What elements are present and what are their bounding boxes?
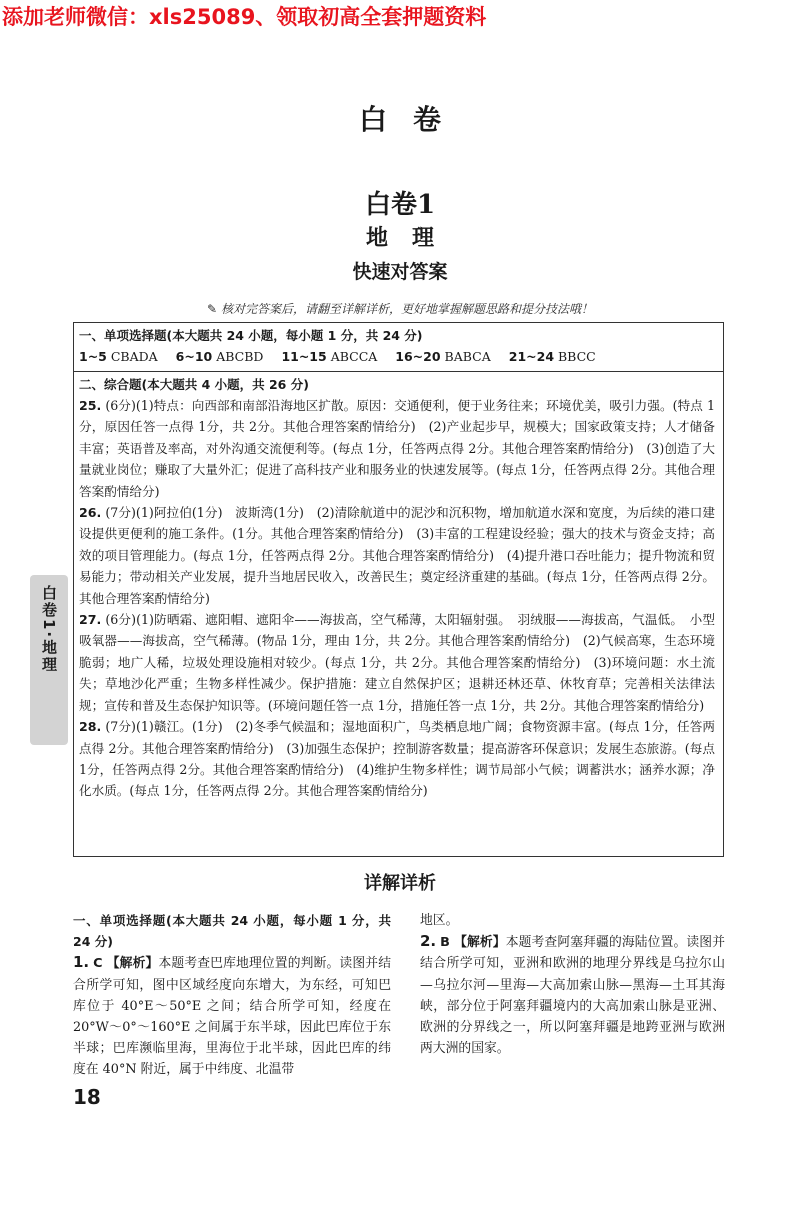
explanation-1: 1. C 【解析】本题考查巴库地理位置的判断。读图并结合所学可知，图中区域经度向东增大，为东经，可知巴库位于 40°E～50°E 之间；结合所学可知，经度在 20°W～0°～160°E 之间属于东半球，因此巴库位于东半球；巴库濒临里海，里海位于北半球，因此巴库的纬度在 40°N 附近，属于中纬度、北温带 xyxy=(73,953,392,1078)
explanation-2: 2. B 【解析】本题考查阿塞拜疆的海陆位置。读图并结合所学可知，亚洲和欧洲的地理分界线是乌拉尔山—乌拉尔河—里海—大高加索山脉—黑海—土耳其海峡，部分位于阿塞拜疆境内的大高加索山脉是亚洲、欧洲的分界线之一，所以阿塞拜疆是地跨亚洲与欧洲两大洲的国家。 xyxy=(420,932,726,1057)
section-title: 白卷 xyxy=(358,103,467,136)
paper-title: 白卷1 xyxy=(364,190,436,220)
comp-header: 二、综合题(本大题共 4 小题，共 26 分) xyxy=(79,377,309,392)
detail-left-column xyxy=(73,910,391,1081)
comprehensive-block xyxy=(74,372,723,802)
mc-group: 11~15 ABCCA xyxy=(281,349,378,364)
tip-line xyxy=(0,300,800,317)
page-number: 18 xyxy=(73,1085,101,1109)
quick-answers-title: 快速对答案 xyxy=(352,261,448,283)
detail-right-column xyxy=(420,910,725,1059)
quick-answer-box xyxy=(73,322,724,857)
question-25: 25. (6分)(1)特点：向西部和南部沿海地区扩散。原因：交通便利，便于业务往来；环境优美，吸引力强。(特点 1分，原因任答一点得 1分，共 2分。其他合理答案酌情给分) (2)产业起步早，规模大；国家政策支持；人才储备丰富；英语普及率高，对外沟通交流便利等。(每点 1分，任答两点得 2分。其他合理答案酌情给分) (3)创造了大量就业岗位；赚取了大量外汇；促进了高科技产业和服务业的快速发展等。(每点 1分，任答两点得 2分。其他合理答案酌情给分) xyxy=(79,398,715,499)
multiple-choice-block xyxy=(74,323,723,372)
tip-text: 核对完答案后，请翻至详解详析，更好地掌握解题思路和提分技法哦！ xyxy=(221,302,594,316)
mc-group: 21~24 BBCC xyxy=(508,349,596,364)
detail-title: 详解详析 xyxy=(364,873,436,894)
mc-header: 一、单项选择题(本大题共 24 小题，每小题 1 分，共 24 分) xyxy=(79,328,423,343)
detail-mc-header: 一、单项选择题(本大题共 24 小题，每小题 1 分，共 24 分) xyxy=(73,913,391,950)
mc-answers xyxy=(79,346,715,367)
mc-group: 16~20 BABCA xyxy=(395,349,491,364)
explanation-1-continued: 地区。 xyxy=(420,913,459,928)
promo-banner: 添加老师微信：xls25089、领取初高全套押题资料 xyxy=(2,5,487,29)
pencil-icon: ✎ xyxy=(206,302,218,316)
mc-group: 6~10 ABCBD xyxy=(175,349,264,364)
question-26: 26. (7分)(1)阿拉伯(1分) 波斯湾(1分) (2)清除航道中的泥沙和沉积物，增加航道水深和宽度，为后续的港口建设提供更便利的施工条件。(1分。其他合理答案酌情给分) (3)丰富的工程建设经验；强大的技术与资金支持；高效的项目管理能力。(每点 1分，任答两点得 2分。其他合理答案酌情给分) (4)提升港口吞吐能力；提升物流和贸易能力；带动相关产业发展，提升当地居民收入，改善民生；奠定经济重建的基础。(每点 1分，任答两点得 2分。其他合理答案酌情给分) xyxy=(79,505,715,606)
question-28: 28. (7分)(1)赣江。(1分) (2)冬季气候温和；湿地面积广，鸟类栖息地广阔；食物资源丰富。(每点 1分，任答两点得 2分。其他合理答案酌情给分) (3)加强生态保护；控制游客数量；提高游客环保意识；发展生态旅游。(每点 1分，任答两点得 2分。其他合理答案酌情给分) (4)维护生物多样性；调节局部小气候；调蓄洪水；涵养水源；净化水质。(每点 1分，任答两点得 2分。其他合理答案酌情给分) xyxy=(79,719,715,799)
side-tab xyxy=(30,575,68,745)
subject-title: 地理 xyxy=(365,226,458,251)
question-27: 27. (6分)(1)防晒霜、遮阳帽、遮阳伞——海拔高，空气稀薄，太阳辐射强。 羽绒服——海拔高，气温低。 小型吸氧器——海拔高，空气稀薄。(物品 1分，理由 1分，共 2分。其他合理答案酌情给分) (2)气候高寒，生态环境脆弱；地广人稀，垃圾处理设施相对较少。(每点 1分，共 2分。其他合理答案酌情给分) (3)环境问题：水土流失；草地沙化严重；生物多样性减少。保护措施：建立自然保护区；退耕还林还草、休牧育草；完善相关法律法规；宣传和普及生态保护知识等。(环境问题任答一点 1分，措施任答一点 1分，共 2分。其他合理答案酌情给分) xyxy=(79,612,715,713)
side-tab-label: 白卷1·地理 xyxy=(40,585,58,674)
mc-group: 1~5 CBADA xyxy=(79,349,158,364)
